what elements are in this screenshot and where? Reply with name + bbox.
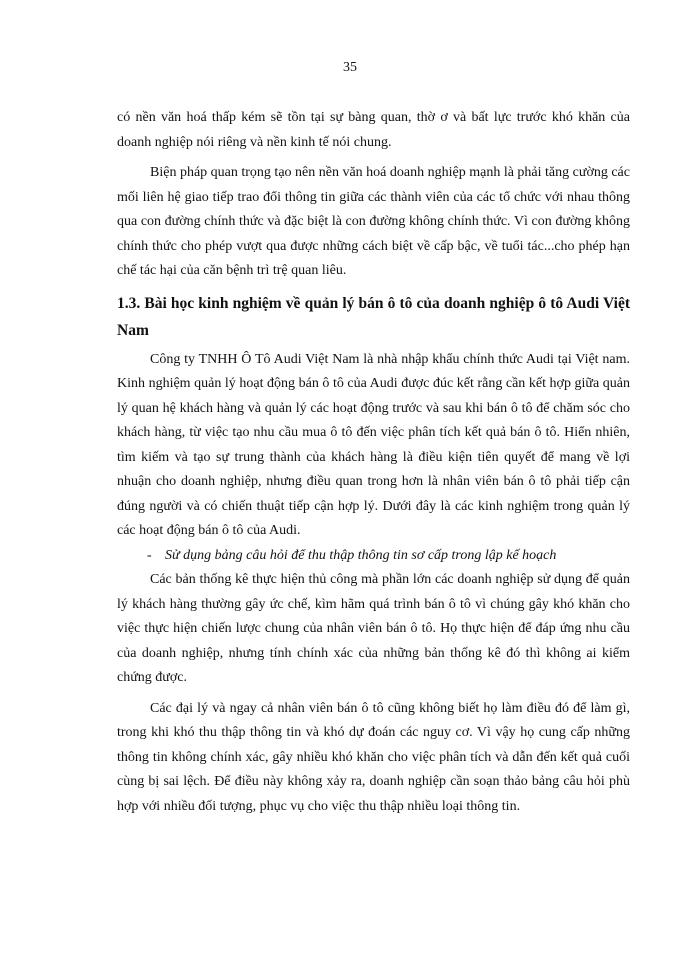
bullet-item: [117, 544, 630, 569]
section-heading: 1.3. Bài học kinh nghiệm về quản lý bán ô tô của doanh nghiệp ô tô Audi Việt Nam: [117, 294, 630, 339]
paragraph-culture-measures: Biện pháp quan trọng tạo nên nền văn hoá doanh nghiệp mạnh là phải tăng cường các mối liên hệ giao tiếp trao đổi thông tin giữa các thành viên của các tổ chức với nhau thông qua con đường chính thức và đặc biệt là con đường không chính thức. Vì con đường không chính thức cho phép vượt qua được những cách biệt về cấp bậc, về tuổi tác...cho phép hạn chế tác hại của căn bệnh trì trệ quan liêu.: [117, 165, 630, 278]
bullet-dash: -: [147, 547, 152, 563]
paragraph-continuation: có nền văn hoá thấp kém sẽ tồn tại sự bàng quan, thờ ơ và bất lực trước khó khăn của doanh nghiệp nói riêng và nền kinh tế nói chung.: [117, 110, 630, 150]
bullet-text: Sử dụng bảng câu hỏi để thu thập thông tin sơ cấp trong lập kế hoạch: [165, 547, 557, 563]
page-number: 35: [343, 60, 357, 75]
paragraph-dealers: Các đại lý và ngay cả nhân viên bán ô tô cũng không biết họ làm điều đó để làm gì, trong khi khó thu thập thông tin và khó dự đoán các nguy cơ. Vì vậy họ cung cấp những thông tin không chính xác, gây nhiều khó khăn cho việc phân tích và dẫn đến kết quả cuối cùng bị sai lệch. Để điều này không xảy ra, doanh nghiệp cần soạn thảo bảng câu hỏi phù hợp với nhiều đối tượng, phục vụ cho việc thu thập nhiều loại thông tin.: [117, 700, 630, 814]
document-body: [117, 106, 630, 819]
paragraph-manual-statistics: Các bản thống kê thực hiện thủ công mà phần lớn các doanh nghiệp sử dụng để quản lý khách hàng thường gây ức chế, kìm hãm quá trình bán ô tô vì chúng gây khó khăn cho việc thực hiện chiến lược chung của nhân viên bán ô tô. Họ thực hiện để đáp ứng nhu cầu của doanh nghiệp, nhưng tính chính xác của những bản thống kê đó thì không ai kiểm chứng được.: [117, 572, 630, 685]
paragraph-audi-intro: Công ty TNHH Ô Tô Audi Việt Nam là nhà nhập khẩu chính thức Audi tại Việt nam. Kinh nghiệm quản lý hoạt động bán ô tô của Audi được đúc kết rằng cần kết hợp giữa quản lý quan hệ khách hàng và quản lý các hoạt động trước và sau khi bán ô tô để chăm sóc cho khách hàng, từ việc tạo nhu cầu mua ô tô đến việc phân tích kết quả bán ô tô. Hiển nhiên, tìm kiếm và tạo sự trung thành của khách hàng là điều kiện tiên quyết để mang về lợi nhuận cho doanh nghiệp, nhưng điều quan trong hơn là nhân viên bán ô tô phải tiếp cận đúng người và có chiến thuật tiếp cận hợp lý. Dưới đây là các kinh nghiệm trong quản lý các hoạt động bán ô tô của Audi.: [117, 351, 630, 538]
